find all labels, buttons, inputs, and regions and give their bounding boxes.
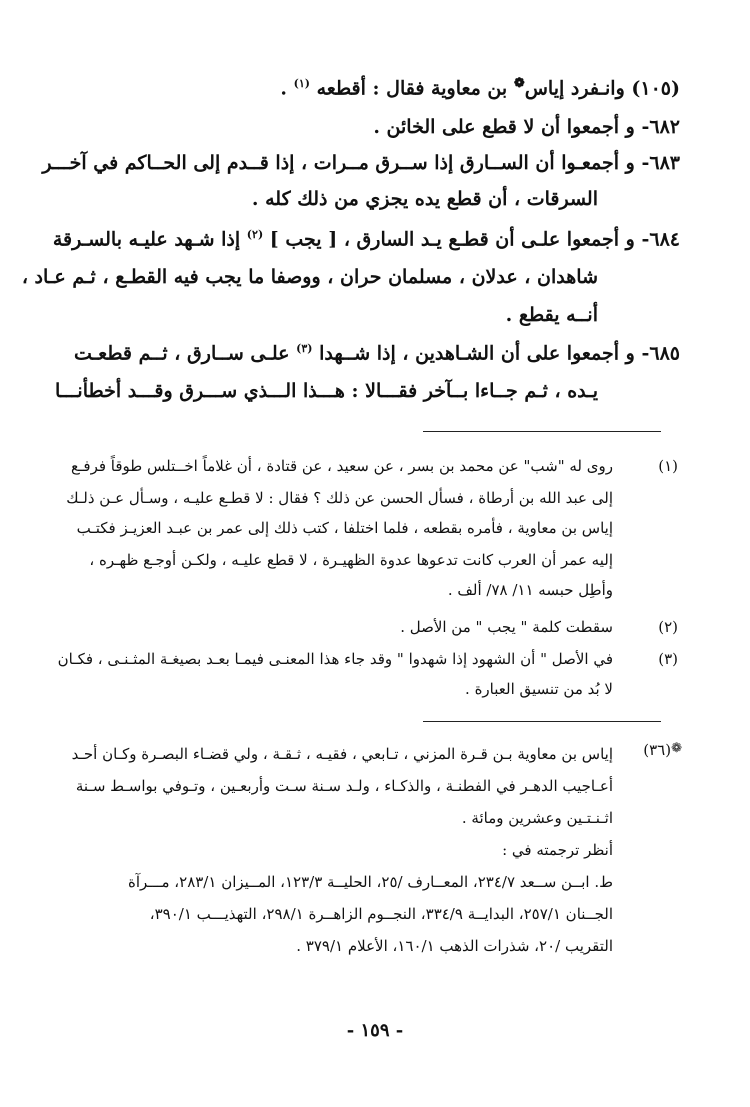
footnote-2-line <box>400 618 613 636</box>
entry-number: ٦٨٣- <box>641 152 680 174</box>
entry-text: علـى ســارق ، ثــم قطعـت <box>73 342 290 365</box>
footnote-1-line <box>66 489 613 507</box>
footnote-marker: (١) <box>658 457 678 475</box>
footnote-text: سقطت كلمة " يجب " من الأصل . <box>400 618 613 636</box>
entry-number: (١٠٥) <box>631 77 680 100</box>
biography-line <box>150 905 613 923</box>
entry-number: ٦٨٢- <box>641 116 680 138</box>
entry-105-line <box>280 76 680 99</box>
entry-text: و أجمعوا على أن الشـاهدين ، إذا شــهدا <box>319 342 635 365</box>
biography-line <box>502 841 613 859</box>
flower-star-icon: ❁ <box>513 76 525 91</box>
entry-text: و أجمعـوا أن الســارق إذا ســرق مــرات ، إذا قــدم إلى الحــاكم في آخـــر <box>42 152 635 174</box>
biography-text: الجــنان ٢٥٧/١، البدايــة ٣٣٤/٩، النجــوم الزاهــرة ٢٩٨/١، التهذيـــب ٣٩٠/١، <box>149 905 613 923</box>
footnote-text: لا بُد من تنسيق العبارة . <box>465 680 613 698</box>
footnote-marker: (٣) <box>658 650 678 668</box>
footnote-1-marker <box>658 457 678 475</box>
entry-number: ٦٨٥- <box>641 342 680 365</box>
entry-text: السرقات ، أن قطع يده يجزي من ذلك كله . <box>251 188 598 210</box>
footnote-text: روى له "شب" عن محمد بن بسر ، عن سعيد ، عن قتادة ، أن غلاماً اخــتلس طوقاً فرفـع <box>71 457 613 475</box>
entry-684-line-3 <box>506 304 598 326</box>
biography-text: إياس بن معاوية بـن قـرة المزني ، تـابعي ، فقيـه ، ثـقـة ، ولي قضـاء البصـرة وكـان أحـد <box>71 745 613 763</box>
entry-end: . <box>280 77 287 100</box>
footnote-text: إياس بن معاوية ، فأمره بقطعه ، فلما اختلفا ، كتب ذلك إلى عمر بن عبـد العزيـز فكتـب <box>76 519 613 537</box>
footnote-1-line <box>89 551 613 569</box>
footnote-1-line <box>448 581 613 599</box>
biography-number: (٣٦) <box>643 741 672 759</box>
biography-text: التقريب /٢٠، شذرات الذهب ١٦٠/١، الأعلام ٣٧٩/١ . <box>296 937 613 955</box>
entry-number: ٦٨٤- <box>641 228 680 251</box>
footnote-text: وأطِل حبسه ١١/ ٧٨/ ألف . <box>447 581 613 599</box>
entry-685-line-1 <box>74 342 680 364</box>
biography-line <box>296 937 613 955</box>
footnote-ref: (٣) <box>296 342 313 355</box>
entry-text: و أجمعوا أن لا قطع على الخائن . <box>373 116 635 138</box>
biography-line <box>72 745 613 763</box>
footnote-3-line <box>58 650 613 668</box>
entry-text: وانـفرد إياس <box>524 77 625 100</box>
entry-text: إذا شـهد عليـه بالسـرقة <box>52 228 241 251</box>
entry-684-line-1 <box>53 228 680 250</box>
footnote-ref: (٢) <box>246 228 264 241</box>
entry-text: بن معاوية فقال : أقطعه <box>316 77 508 100</box>
footnote-marker: (٢) <box>658 618 678 636</box>
biography-text: ط. ابــن ســعد ٢٣٤/٧، المعــارف /٢٥، الحليــة ١٢٣/٣، المــيزان ٢٨٣/١، مـــرآة <box>128 873 613 891</box>
footnote-2-marker <box>658 618 678 636</box>
biography-line <box>76 777 613 795</box>
footnote-text: في الأصل " أن الشهود إذا شهدوا " وقد جاء هذا المعنـى فيمـا بعـد بصيغـة المثـنـى ، فكـان <box>57 650 613 668</box>
page-number: - ١٥٩ - <box>346 1020 404 1041</box>
biography-line <box>128 873 613 891</box>
footnote-1-line <box>71 457 613 475</box>
biography-line <box>462 809 613 827</box>
entry-685-line-2 <box>55 380 598 402</box>
entry-682-line <box>373 116 680 138</box>
entry-683-line-1 <box>42 152 680 174</box>
footnote-separator <box>423 431 661 432</box>
entry-684-line-2 <box>22 266 598 288</box>
footnote-ref: (١) <box>293 77 310 90</box>
entry-683-line-2 <box>252 188 598 210</box>
flower-star-icon: ❁ <box>671 741 682 756</box>
biography-marker <box>643 741 682 759</box>
footnote-text: إلى عبد الله بن أرطاة ، فسأل الحسن عن ذلك ؟ فقال : لا قطـع عليـه ، وسـأل عـن ذلـك <box>66 489 613 507</box>
footnote-1-line <box>77 519 613 537</box>
footnote-3-marker <box>658 650 678 668</box>
footnote-3-line <box>465 680 613 698</box>
biography-text: أنظر ترجمته في : <box>502 841 613 859</box>
entry-text: يـده ، ثـم جــاءا بــآخر فقـــالا : هـــذا الـــذي ســـرق وقـــد أخطأنـــا <box>54 380 598 402</box>
biography-text: أعـاجيب الدهـر في الفطنـة ، والذكـاء ، ولـد سـنة سـت وأربعـين ، وتـوفي بواسـط سـنة <box>75 777 613 795</box>
biography-text: اثـنـتـين وعشرين ومائة . <box>461 809 613 827</box>
entry-text: أنــه يقطع . <box>505 304 598 326</box>
biography-separator <box>423 721 661 722</box>
entry-text: شاهدان ، عدلان ، مسلمان حران ، ووصفا ما يجب فيه القطـع ، ثـم عـاد ، <box>21 266 598 288</box>
footnote-text: إليه عمر أن العرب كانت تدعوها عدوة الظهيـرة ، لا قطع عليـه ، ولكـن أوجـع ظهـره ، <box>89 551 613 569</box>
entry-text: و أجمعوا علـى أن قطـع يـد السارق ، [ يجب ] <box>269 228 635 251</box>
